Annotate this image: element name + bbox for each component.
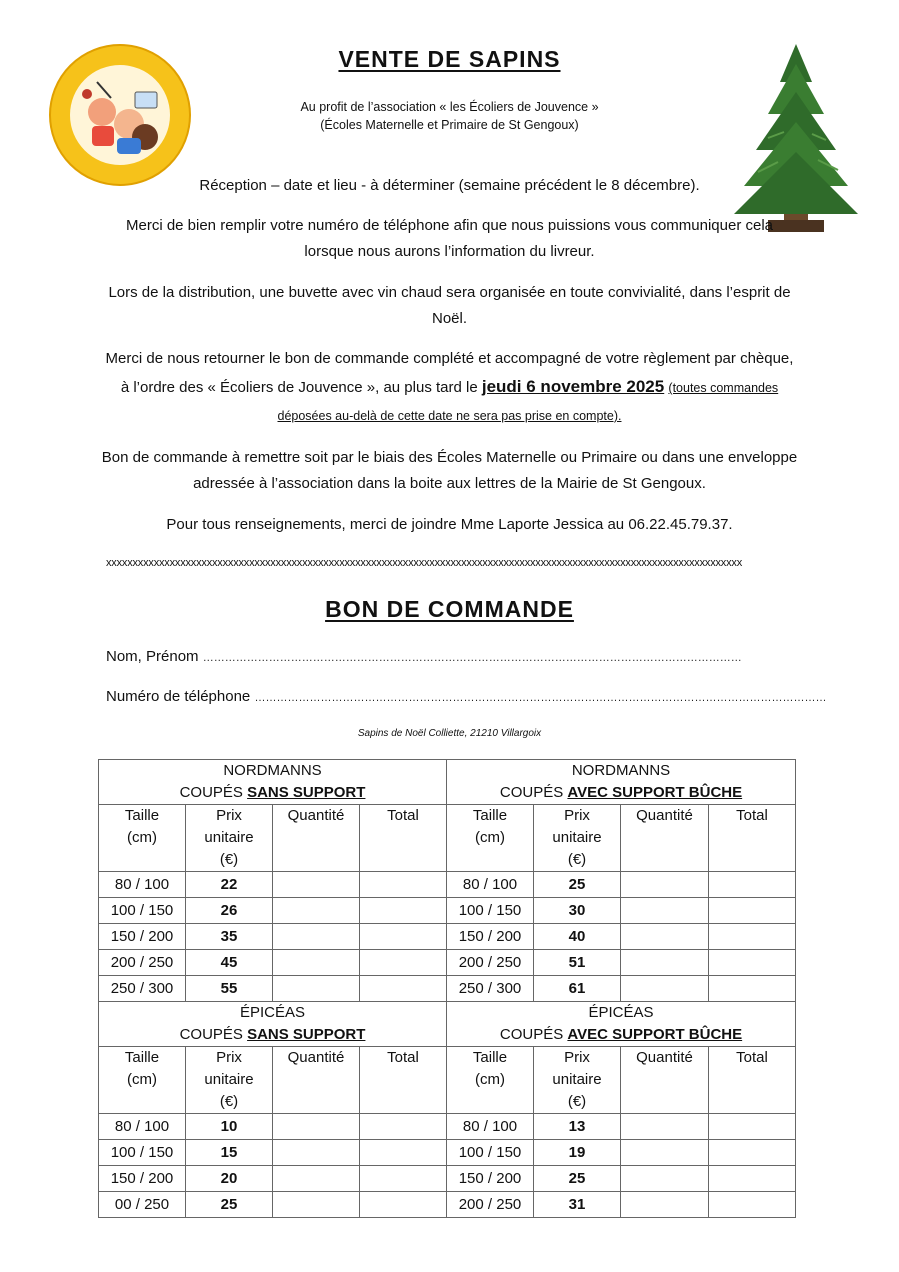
order-form-title: BON DE COMMANDE xyxy=(325,596,574,622)
col-qty-header: Quantité xyxy=(273,805,360,872)
size-cell: 200 / 250 xyxy=(447,1192,534,1218)
price-cell: 51 xyxy=(534,950,621,976)
col-price-unit: (€) xyxy=(219,1093,239,1110)
distribution-paragraph: Lors de la distribution, une buvette avec vin chaud sera organisée en toute convivialité, dans l’esprit de Noël. xyxy=(108,284,791,327)
price-cell: 55 xyxy=(186,976,273,1002)
price-cell: 31 xyxy=(534,1192,621,1218)
page-title: VENTE DE SAPINS xyxy=(338,46,561,72)
total-cell[interactable] xyxy=(360,1114,447,1140)
col-size-label: Taille xyxy=(124,1049,160,1066)
size-cell: 80 / 100 xyxy=(447,872,534,898)
phone-request-paragraph: Merci de bien remplir votre numéro de téléphone afin que nous puissions vous communiquer cela lorsque nous aurons l’information du livreur. xyxy=(125,217,774,260)
product-name: NORDMANNS xyxy=(571,762,671,779)
total-cell[interactable] xyxy=(709,898,796,924)
cut-separator: xxxxxxxxxxxxxxxxxxxxxxxxxxxxxxxxxxxxxxxxxxxxxxxxxxxxxxxxxxxxxxxxxxxxxxxxxxxxxxxxxxxxxxxxxxxxxxxxxxxxxxxxxxxxxxxxxxxxxxxx xyxy=(106,557,743,569)
quantity-cell[interactable] xyxy=(621,950,709,976)
price-cell: 25 xyxy=(534,1166,621,1192)
col-size-unit: (cm) xyxy=(475,829,505,846)
product-variant xyxy=(447,782,795,804)
size-cell: 200 / 250 xyxy=(99,950,186,976)
total-cell[interactable] xyxy=(709,924,796,950)
size-cell: 150 / 200 xyxy=(99,924,186,950)
table-row xyxy=(99,924,796,950)
product-variant xyxy=(99,1024,446,1046)
col-total-header: Total xyxy=(709,805,796,872)
col-size-unit: (cm) xyxy=(475,1071,505,1088)
subtitle-line-2: (Écoles Maternelle et Primaire de St Gengoux) xyxy=(320,118,579,132)
product-name: ÉPICÉAS xyxy=(588,1004,654,1021)
total-cell[interactable] xyxy=(709,1140,796,1166)
phone-field[interactable] xyxy=(106,688,826,705)
col-price-label: Prix xyxy=(216,807,242,824)
col-total-header: Total xyxy=(709,1047,796,1114)
variant-support: AVEC SUPPORT BÛCHE xyxy=(567,784,743,801)
col-price-label-2: unitaire xyxy=(552,829,602,846)
col-size-header xyxy=(447,1047,534,1114)
col-price-unit: (€) xyxy=(567,851,587,868)
total-cell[interactable] xyxy=(360,976,447,1002)
price-cell: 19 xyxy=(534,1140,621,1166)
product-name: ÉPICÉAS xyxy=(239,1004,306,1021)
size-cell: 250 / 300 xyxy=(447,976,534,1002)
col-price-label: Prix xyxy=(564,1049,590,1066)
col-size-label: Taille xyxy=(124,807,160,824)
col-size-label: Taille xyxy=(472,1049,508,1066)
price-cell: 22 xyxy=(186,872,273,898)
size-cell: 250 / 300 xyxy=(99,976,186,1002)
total-cell[interactable] xyxy=(709,872,796,898)
quantity-cell[interactable] xyxy=(621,1166,709,1192)
price-cell: 20 xyxy=(186,1166,273,1192)
price-cell: 25 xyxy=(186,1192,273,1218)
section-header-right xyxy=(447,1002,796,1047)
section-header-left xyxy=(99,760,447,805)
table-row xyxy=(99,1114,796,1140)
total-cell[interactable] xyxy=(360,1192,447,1218)
col-price-header xyxy=(534,1047,621,1114)
col-total-header: Total xyxy=(360,1047,447,1114)
quantity-cell[interactable] xyxy=(273,898,360,924)
size-cell: 150 / 200 xyxy=(99,1166,186,1192)
price-cell: 10 xyxy=(186,1114,273,1140)
col-qty-header: Quantité xyxy=(621,805,709,872)
col-size-label: Taille xyxy=(472,807,508,824)
col-size-unit: (cm) xyxy=(127,829,157,846)
total-cell[interactable] xyxy=(709,1166,796,1192)
product-variant xyxy=(447,1024,795,1046)
col-price-label: Prix xyxy=(564,807,590,824)
name-dots: ………………………………………………………………………………………………………………………………… xyxy=(202,652,742,664)
quantity-cell[interactable] xyxy=(621,872,709,898)
total-cell[interactable] xyxy=(709,950,796,976)
delivery-paragraph: Bon de commande à remettre soit par le biais des Écoles Maternelle ou Primaire ou dans une enveloppe adressée à l’association dans la boite aux lettres de la Mairie de St Gengoux. xyxy=(101,449,798,492)
quantity-cell[interactable] xyxy=(273,872,360,898)
size-cell: 150 / 200 xyxy=(447,1166,534,1192)
quantity-cell[interactable] xyxy=(621,1140,709,1166)
price-cell: 13 xyxy=(534,1114,621,1140)
variant-prefix: COUPÉS xyxy=(499,1026,568,1043)
quantity-cell[interactable] xyxy=(273,1140,360,1166)
col-size-header xyxy=(99,805,186,872)
variant-prefix: COUPÉS xyxy=(179,784,248,801)
deadline-date: jeudi 6 novembre 2025 xyxy=(481,377,665,396)
size-cell: 80 / 100 xyxy=(99,1114,186,1140)
variant-prefix: COUPÉS xyxy=(179,1026,248,1043)
quantity-cell[interactable] xyxy=(621,1114,709,1140)
section-header-right xyxy=(447,760,796,805)
col-size-header xyxy=(447,805,534,872)
total-cell[interactable] xyxy=(360,924,447,950)
quantity-cell[interactable] xyxy=(273,976,360,1002)
quantity-cell[interactable] xyxy=(621,898,709,924)
column-header-row xyxy=(99,1047,796,1114)
subtitle-line-1: Au profit de l’association « les Écoliers de Jouvence » xyxy=(300,100,599,114)
price-cell: 45 xyxy=(186,950,273,976)
col-total-header: Total xyxy=(360,805,447,872)
table-row xyxy=(99,1166,796,1192)
quantity-cell[interactable] xyxy=(621,924,709,950)
reception-paragraph: Réception – date et lieu - à déterminer (semaine précédent le 8 décembre). xyxy=(199,177,700,194)
col-price-label: Prix xyxy=(216,1049,242,1066)
col-price-header xyxy=(534,805,621,872)
total-cell[interactable] xyxy=(709,1192,796,1218)
section-header-row xyxy=(99,1002,796,1047)
col-price-unit: (€) xyxy=(219,851,239,868)
col-price-label-2: unitaire xyxy=(204,829,254,846)
total-cell[interactable] xyxy=(709,976,796,1002)
quantity-cell[interactable] xyxy=(273,950,360,976)
total-cell[interactable] xyxy=(360,950,447,976)
supplier-info: Sapins de Noël Colliette, 21210 Villargoix xyxy=(357,728,542,739)
total-cell[interactable] xyxy=(360,1166,447,1192)
total-cell[interactable] xyxy=(709,1114,796,1140)
page-subtitle xyxy=(0,98,899,134)
contact-paragraph: Pour tous renseignements, merci de joindre Mme Laporte Jessica au 06.22.45.79.37. xyxy=(166,516,733,533)
product-variant xyxy=(99,782,446,804)
name-field[interactable] xyxy=(106,648,742,665)
order-table xyxy=(98,759,796,1218)
size-cell: 80 / 100 xyxy=(447,1114,534,1140)
quantity-cell[interactable] xyxy=(273,924,360,950)
col-qty-header: Quantité xyxy=(273,1047,360,1114)
table-row xyxy=(99,950,796,976)
return-paragraph xyxy=(100,345,799,430)
col-price-header xyxy=(186,1047,273,1114)
col-price-header xyxy=(186,805,273,872)
deadline-note: (toutes commandes déposées au-delà de cette date ne sera pas prise en compte). xyxy=(277,381,779,423)
price-cell: 40 xyxy=(534,924,621,950)
quantity-cell[interactable] xyxy=(621,976,709,1002)
section-header-left xyxy=(99,1002,447,1047)
col-size-unit: (cm) xyxy=(127,1071,157,1088)
name-label: Nom, Prénom xyxy=(106,648,199,665)
size-cell: 100 / 150 xyxy=(99,1140,186,1166)
variant-support: SANS SUPPORT xyxy=(247,1026,366,1043)
section-header-row xyxy=(99,760,796,805)
price-cell: 35 xyxy=(186,924,273,950)
size-cell: 100 / 150 xyxy=(99,898,186,924)
col-price-unit: (€) xyxy=(567,1093,587,1110)
quantity-cell[interactable] xyxy=(273,1192,360,1218)
total-cell[interactable] xyxy=(360,1140,447,1166)
table-row xyxy=(99,898,796,924)
variant-prefix: COUPÉS xyxy=(499,784,568,801)
price-cell: 25 xyxy=(534,872,621,898)
column-header-row xyxy=(99,805,796,872)
table-row xyxy=(99,872,796,898)
phone-label: Numéro de téléphone xyxy=(106,688,251,705)
total-cell[interactable] xyxy=(360,898,447,924)
quantity-cell[interactable] xyxy=(621,1192,709,1218)
size-cell: 80 / 100 xyxy=(99,872,186,898)
quantity-cell[interactable] xyxy=(273,1114,360,1140)
variant-support: SANS SUPPORT xyxy=(247,784,366,801)
table-row xyxy=(99,1140,796,1166)
price-cell: 15 xyxy=(186,1140,273,1166)
size-cell: 100 / 150 xyxy=(447,1140,534,1166)
size-cell: 00 / 250 xyxy=(99,1192,186,1218)
col-qty-header: Quantité xyxy=(621,1047,709,1114)
price-cell: 30 xyxy=(534,898,621,924)
table-row xyxy=(99,1192,796,1218)
price-cell: 61 xyxy=(534,976,621,1002)
price-cell: 26 xyxy=(186,898,273,924)
size-cell: 200 / 250 xyxy=(447,950,534,976)
variant-support: AVEC SUPPORT BÛCHE xyxy=(567,1026,743,1043)
col-size-header xyxy=(99,1047,186,1114)
size-cell: 150 / 200 xyxy=(447,924,534,950)
total-cell[interactable] xyxy=(360,872,447,898)
phone-dots: ………………………………………………………………………………………………………………………………………… xyxy=(254,692,827,704)
col-price-label-2: unitaire xyxy=(204,1071,254,1088)
size-cell: 100 / 150 xyxy=(447,898,534,924)
return-text: Merci de nous retourner le bon de commande complété et accompagné de votre règlement par chèque, à l’ordre des « Écoliers de Jouvence », au plus tard le xyxy=(105,350,794,396)
col-price-label-2: unitaire xyxy=(552,1071,602,1088)
table-row xyxy=(99,976,796,1002)
quantity-cell[interactable] xyxy=(273,1166,360,1192)
product-name: NORDMANNS xyxy=(223,762,322,779)
